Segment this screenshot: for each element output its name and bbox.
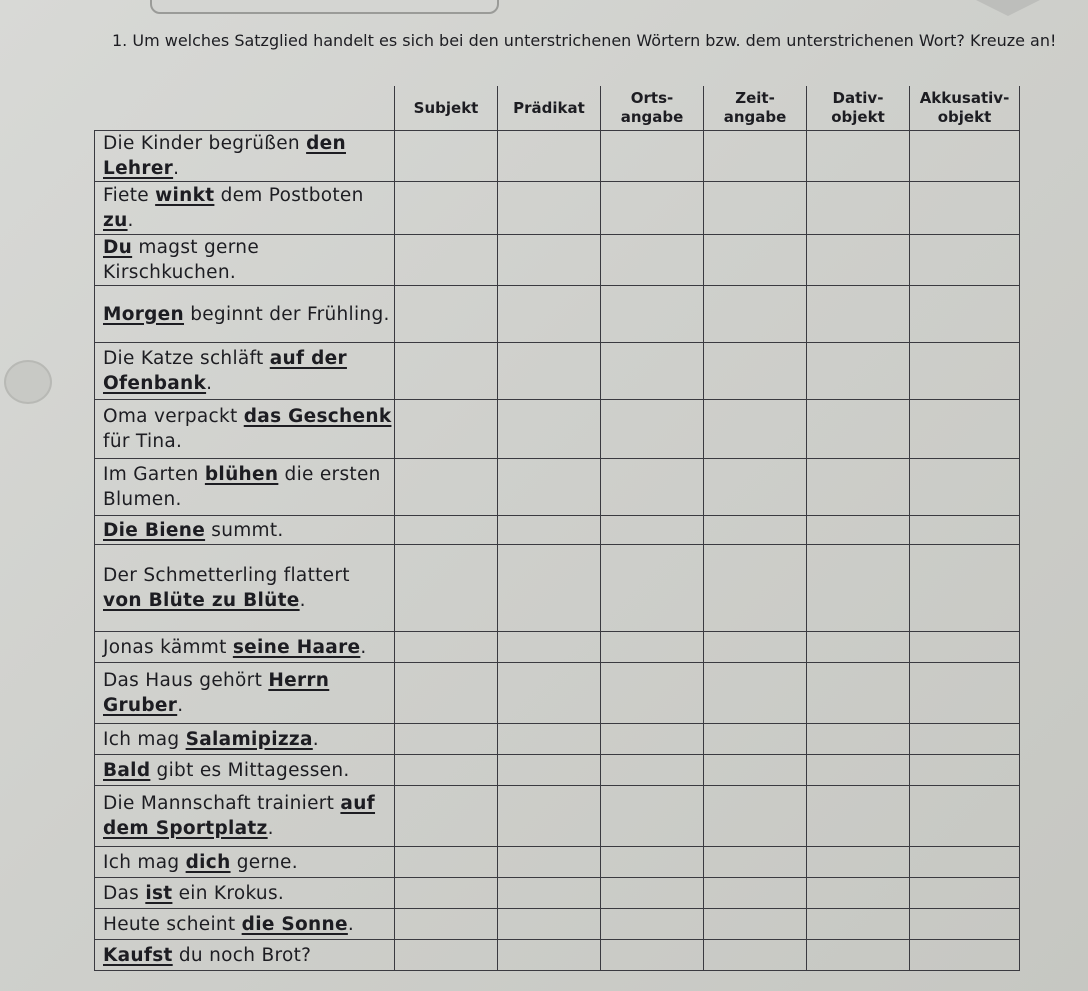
sentence-segment: Das Haus gehört	[103, 670, 269, 691]
checkbox-cell-zeitangabe[interactable]	[704, 459, 807, 516]
sentence-cell	[95, 878, 395, 909]
checkbox-cell-dativobjekt[interactable]	[807, 343, 910, 400]
table-row	[95, 459, 1020, 516]
table-row	[95, 847, 1020, 878]
col-header-praedikat: Prädikat	[498, 86, 601, 131]
folder-tab-decoration	[150, 0, 499, 14]
checkbox-cell-akkusativobjekt[interactable]	[910, 182, 1020, 235]
checkbox-cell-dativobjekt[interactable]	[807, 786, 910, 847]
checkbox-cell-akkusativobjekt[interactable]	[910, 663, 1020, 724]
underlined-segment: zu	[103, 210, 128, 231]
checkbox-cell-ortsangabe[interactable]	[601, 516, 704, 545]
underlined-segment: Die Biene	[103, 519, 206, 541]
sentence-segment: Heute scheint	[103, 913, 242, 935]
checkbox-cell-subjekt[interactable]	[395, 940, 498, 971]
checkbox-cell-subjekt[interactable]	[395, 400, 498, 459]
sentence-segment: .	[173, 158, 180, 179]
checkbox-cell-praedikat[interactable]	[498, 400, 601, 459]
table-row	[95, 182, 1020, 235]
checkbox-cell-ortsangabe[interactable]	[601, 724, 704, 755]
checkbox-cell-praedikat[interactable]	[498, 459, 601, 516]
checkbox-cell-akkusativobjekt[interactable]	[910, 755, 1020, 786]
checkbox-cell-ortsangabe[interactable]	[601, 632, 704, 663]
underlined-segment: winkt	[155, 185, 215, 206]
checkbox-cell-zeitangabe[interactable]	[704, 286, 807, 343]
header-row	[95, 86, 1020, 131]
checkbox-cell-dativobjekt[interactable]	[807, 755, 910, 786]
checkbox-cell-praedikat[interactable]	[498, 632, 601, 663]
checkbox-cell-praedikat[interactable]	[498, 663, 601, 724]
checkbox-cell-dativobjekt[interactable]	[807, 459, 910, 516]
underlined-segment: Du	[103, 237, 133, 258]
checkbox-cell-zeitangabe[interactable]	[704, 878, 807, 909]
sentence-segment: Oma verpackt	[103, 406, 244, 427]
checkbox-cell-praedikat[interactable]	[498, 878, 601, 909]
checkbox-cell-subjekt[interactable]	[395, 878, 498, 909]
table-row	[95, 878, 1020, 909]
checkbox-cell-akkusativobjekt[interactable]	[910, 909, 1020, 940]
sentence-cell	[95, 235, 395, 286]
checkbox-cell-subjekt[interactable]	[395, 545, 498, 632]
checkbox-cell-ortsangabe[interactable]	[601, 343, 704, 400]
checkbox-cell-zeitangabe[interactable]	[704, 755, 807, 786]
sentence-segment: für Tina.	[103, 431, 183, 452]
underlined-segment: auf der Ofenbank	[103, 348, 347, 394]
checkbox-cell-praedikat[interactable]	[498, 286, 601, 343]
sentence-segment: Fiete	[103, 185, 156, 206]
sentence-cell	[95, 909, 395, 940]
checkbox-cell-akkusativobjekt[interactable]	[910, 632, 1020, 663]
underlined-segment: den Lehrer	[103, 133, 346, 179]
checkbox-cell-ortsangabe[interactable]	[601, 235, 704, 286]
checkbox-cell-zeitangabe[interactable]	[704, 940, 807, 971]
underlined-segment: Kaufst	[103, 944, 173, 966]
sentence-segment: Die Kinder begrüßen	[103, 133, 307, 154]
col-header-akkusativobjekt: Akkusativ- objekt	[910, 86, 1020, 131]
checkbox-cell-akkusativobjekt[interactable]	[910, 235, 1020, 286]
checkbox-cell-praedikat[interactable]	[498, 235, 601, 286]
checkbox-cell-akkusativobjekt[interactable]	[910, 940, 1020, 971]
task-instruction: 1. Um welches Satzglied handelt es sich bei den unterstrichenen Wörtern bzw. dem unterstrichenen Wort? Kreuze an!	[112, 31, 1057, 50]
table-row	[95, 400, 1020, 459]
table-body	[95, 131, 1020, 971]
sentence-segment: .	[177, 695, 184, 716]
sentence-segment: Jonas kämmt	[103, 636, 233, 658]
sentence-segment: gibt es Mittagessen.	[150, 759, 350, 781]
table-row	[95, 755, 1020, 786]
sentence-segment: die ersten Blumen.	[103, 464, 381, 510]
checkbox-cell-akkusativobjekt[interactable]	[910, 400, 1020, 459]
checkbox-cell-ortsangabe[interactable]	[601, 940, 704, 971]
sentence-cell	[95, 632, 395, 663]
checkbox-cell-praedikat[interactable]	[498, 724, 601, 755]
sentence-cell	[95, 847, 395, 878]
checkbox-cell-praedikat[interactable]	[498, 909, 601, 940]
checkbox-cell-akkusativobjekt[interactable]	[910, 847, 1020, 878]
sentence-cell	[95, 182, 395, 235]
table-row	[95, 516, 1020, 545]
checkbox-cell-subjekt[interactable]	[395, 286, 498, 343]
checkbox-cell-praedikat[interactable]	[498, 516, 601, 545]
checkbox-cell-subjekt[interactable]	[395, 663, 498, 724]
underlined-segment: Morgen	[103, 303, 185, 325]
checkbox-cell-dativobjekt[interactable]	[807, 400, 910, 459]
col-header-zeitangabe: Zeit- angabe	[704, 86, 807, 131]
checkbox-cell-dativobjekt[interactable]	[807, 632, 910, 663]
sentence-segment: .	[312, 728, 319, 750]
sentence-segment: du noch Brot?	[172, 944, 312, 966]
checkbox-cell-ortsangabe[interactable]	[601, 755, 704, 786]
underlined-segment: auf dem Sportplatz	[103, 793, 376, 839]
sentence-cell	[95, 516, 395, 545]
checkbox-cell-ortsangabe[interactable]	[601, 786, 704, 847]
sentence-segment: .	[299, 590, 306, 611]
table-row	[95, 632, 1020, 663]
table-row	[95, 545, 1020, 632]
checkbox-cell-praedikat[interactable]	[498, 786, 601, 847]
underlined-segment: das Geschenk	[243, 406, 392, 427]
sentence-cell	[95, 940, 395, 971]
checkbox-cell-akkusativobjekt[interactable]	[910, 724, 1020, 755]
checkbox-cell-zeitangabe[interactable]	[704, 131, 807, 182]
checkbox-cell-subjekt[interactable]	[395, 182, 498, 235]
checkbox-cell-ortsangabe[interactable]	[601, 182, 704, 235]
table-row	[95, 663, 1020, 724]
sentence-cell	[95, 343, 395, 400]
checkbox-cell-dativobjekt[interactable]	[807, 940, 910, 971]
underlined-segment: Herrn Gruber	[103, 670, 330, 716]
sentence-segment: ein Krokus.	[172, 882, 285, 904]
underlined-segment: blühen	[204, 464, 279, 485]
checkbox-cell-dativobjekt[interactable]	[807, 182, 910, 235]
underlined-segment: die Sonne	[241, 913, 348, 935]
checkbox-cell-akkusativobjekt[interactable]	[910, 545, 1020, 632]
checkbox-cell-akkusativobjekt[interactable]	[910, 878, 1020, 909]
checkbox-cell-dativobjekt[interactable]	[807, 878, 910, 909]
checkbox-cell-praedikat[interactable]	[498, 545, 601, 632]
checkbox-cell-zeitangabe[interactable]	[704, 632, 807, 663]
underlined-segment: von Blüte zu Blüte	[103, 590, 300, 611]
checkbox-cell-ortsangabe[interactable]	[601, 663, 704, 724]
checkbox-cell-akkusativobjekt[interactable]	[910, 459, 1020, 516]
col-header-dativobjekt: Dativ- objekt	[807, 86, 910, 131]
checkbox-cell-ortsangabe[interactable]	[601, 909, 704, 940]
sentence-cell	[95, 663, 395, 724]
checkbox-cell-subjekt[interactable]	[395, 131, 498, 182]
underlined-segment: Bald	[103, 759, 151, 781]
table-row	[95, 286, 1020, 343]
checkbox-cell-praedikat[interactable]	[498, 131, 601, 182]
sentence-segment: .	[267, 818, 274, 839]
checkbox-cell-ortsangabe[interactable]	[601, 131, 704, 182]
checkbox-cell-subjekt[interactable]	[395, 516, 498, 545]
checkbox-cell-ortsangabe[interactable]	[601, 459, 704, 516]
table-row	[95, 235, 1020, 286]
underlined-segment: seine Haare	[232, 636, 361, 658]
checkbox-cell-dativobjekt[interactable]	[807, 663, 910, 724]
col-header-ortsangabe: Orts- angabe	[601, 86, 704, 131]
sentence-cell	[95, 755, 395, 786]
underlined-segment: ist	[145, 882, 173, 904]
checkbox-cell-dativobjekt[interactable]	[807, 909, 910, 940]
checkbox-cell-dativobjekt[interactable]	[807, 724, 910, 755]
checkbox-cell-akkusativobjekt[interactable]	[910, 786, 1020, 847]
header-blank	[95, 86, 395, 131]
sentence-cell	[95, 545, 395, 632]
checkbox-cell-akkusativobjekt[interactable]	[910, 516, 1020, 545]
checkbox-cell-zeitangabe[interactable]	[704, 847, 807, 878]
checkbox-cell-subjekt[interactable]	[395, 343, 498, 400]
checkbox-cell-ortsangabe[interactable]	[601, 545, 704, 632]
table-row	[95, 909, 1020, 940]
table-row	[95, 940, 1020, 971]
sentence-cell	[95, 286, 395, 343]
checkbox-cell-subjekt[interactable]	[395, 724, 498, 755]
checkbox-cell-subjekt[interactable]	[395, 755, 498, 786]
checkbox-cell-ortsangabe[interactable]	[601, 878, 704, 909]
punch-hole-decoration	[4, 360, 52, 404]
sentence-segment: gerne.	[230, 851, 298, 873]
checkbox-cell-zeitangabe[interactable]	[704, 786, 807, 847]
checkbox-cell-praedikat[interactable]	[498, 940, 601, 971]
checkbox-cell-ortsangabe[interactable]	[601, 286, 704, 343]
checkbox-cell-zeitangabe[interactable]	[704, 545, 807, 632]
table-row	[95, 786, 1020, 847]
checkbox-cell-ortsangabe[interactable]	[601, 847, 704, 878]
sentence-segment: dem Postboten	[214, 185, 364, 206]
underlined-segment: Salamipizza	[185, 728, 313, 750]
sentence-segment: Im Garten	[103, 464, 205, 485]
checkbox-cell-dativobjekt[interactable]	[807, 286, 910, 343]
checkbox-cell-dativobjekt[interactable]	[807, 235, 910, 286]
checkbox-cell-akkusativobjekt[interactable]	[910, 343, 1020, 400]
sentence-segment: Ich mag	[103, 851, 186, 873]
sentence-cell	[95, 459, 395, 516]
table-row	[95, 343, 1020, 400]
checkbox-cell-dativobjekt[interactable]	[807, 545, 910, 632]
sentence-segment: summt.	[205, 519, 284, 541]
sentence-cell	[95, 786, 395, 847]
checkbox-cell-zeitangabe[interactable]	[704, 343, 807, 400]
sentence-segment: magst gerne Kirschkuchen.	[103, 237, 260, 283]
sentence-cell	[95, 400, 395, 459]
checkbox-cell-zeitangabe[interactable]	[704, 400, 807, 459]
checkbox-cell-subjekt[interactable]	[395, 459, 498, 516]
table-row	[95, 724, 1020, 755]
sentence-segment: Ich mag	[103, 728, 186, 750]
checkbox-cell-ortsangabe[interactable]	[601, 400, 704, 459]
checkbox-cell-dativobjekt[interactable]	[807, 847, 910, 878]
sentence-segment: Die Katze schläft	[103, 348, 270, 369]
checkbox-cell-dativobjekt[interactable]	[807, 516, 910, 545]
checkbox-cell-dativobjekt[interactable]	[807, 131, 910, 182]
sentence-segment: Das	[103, 882, 146, 904]
checkbox-cell-praedikat[interactable]	[498, 847, 601, 878]
checkbox-cell-zeitangabe[interactable]	[704, 516, 807, 545]
underlined-segment: dich	[185, 851, 231, 873]
table-row	[95, 131, 1020, 182]
checkbox-cell-zeitangabe[interactable]	[704, 724, 807, 755]
checkbox-cell-subjekt[interactable]	[395, 909, 498, 940]
checkbox-cell-zeitangabe[interactable]	[704, 235, 807, 286]
checkbox-cell-akkusativobjekt[interactable]	[910, 131, 1020, 182]
sentence-segment: .	[127, 210, 134, 231]
checkbox-cell-subjekt[interactable]	[395, 847, 498, 878]
checkbox-cell-praedikat[interactable]	[498, 182, 601, 235]
sentence-segment: .	[347, 913, 355, 935]
checkbox-cell-praedikat[interactable]	[498, 755, 601, 786]
sentence-segment: Die Mannschaft trainiert	[103, 793, 341, 814]
sentence-cell	[95, 131, 395, 182]
checkbox-cell-zeitangabe[interactable]	[704, 663, 807, 724]
sentence-segment: Der Schmetterling flattert	[103, 565, 350, 586]
checkbox-cell-akkusativobjekt[interactable]	[910, 286, 1020, 343]
grammar-table	[94, 86, 1020, 971]
sentence-cell	[95, 724, 395, 755]
checkbox-cell-subjekt[interactable]	[395, 235, 498, 286]
checkbox-cell-praedikat[interactable]	[498, 343, 601, 400]
sentence-segment: .	[360, 636, 367, 658]
col-header-subjekt: Subjekt	[395, 86, 498, 131]
checkbox-cell-zeitangabe[interactable]	[704, 182, 807, 235]
corner-fold-decoration	[968, 0, 1048, 16]
sentence-segment: .	[206, 373, 213, 394]
checkbox-cell-zeitangabe[interactable]	[704, 909, 807, 940]
checkbox-cell-subjekt[interactable]	[395, 632, 498, 663]
sentence-segment: beginnt der Frühling.	[184, 303, 390, 325]
checkbox-cell-subjekt[interactable]	[395, 786, 498, 847]
